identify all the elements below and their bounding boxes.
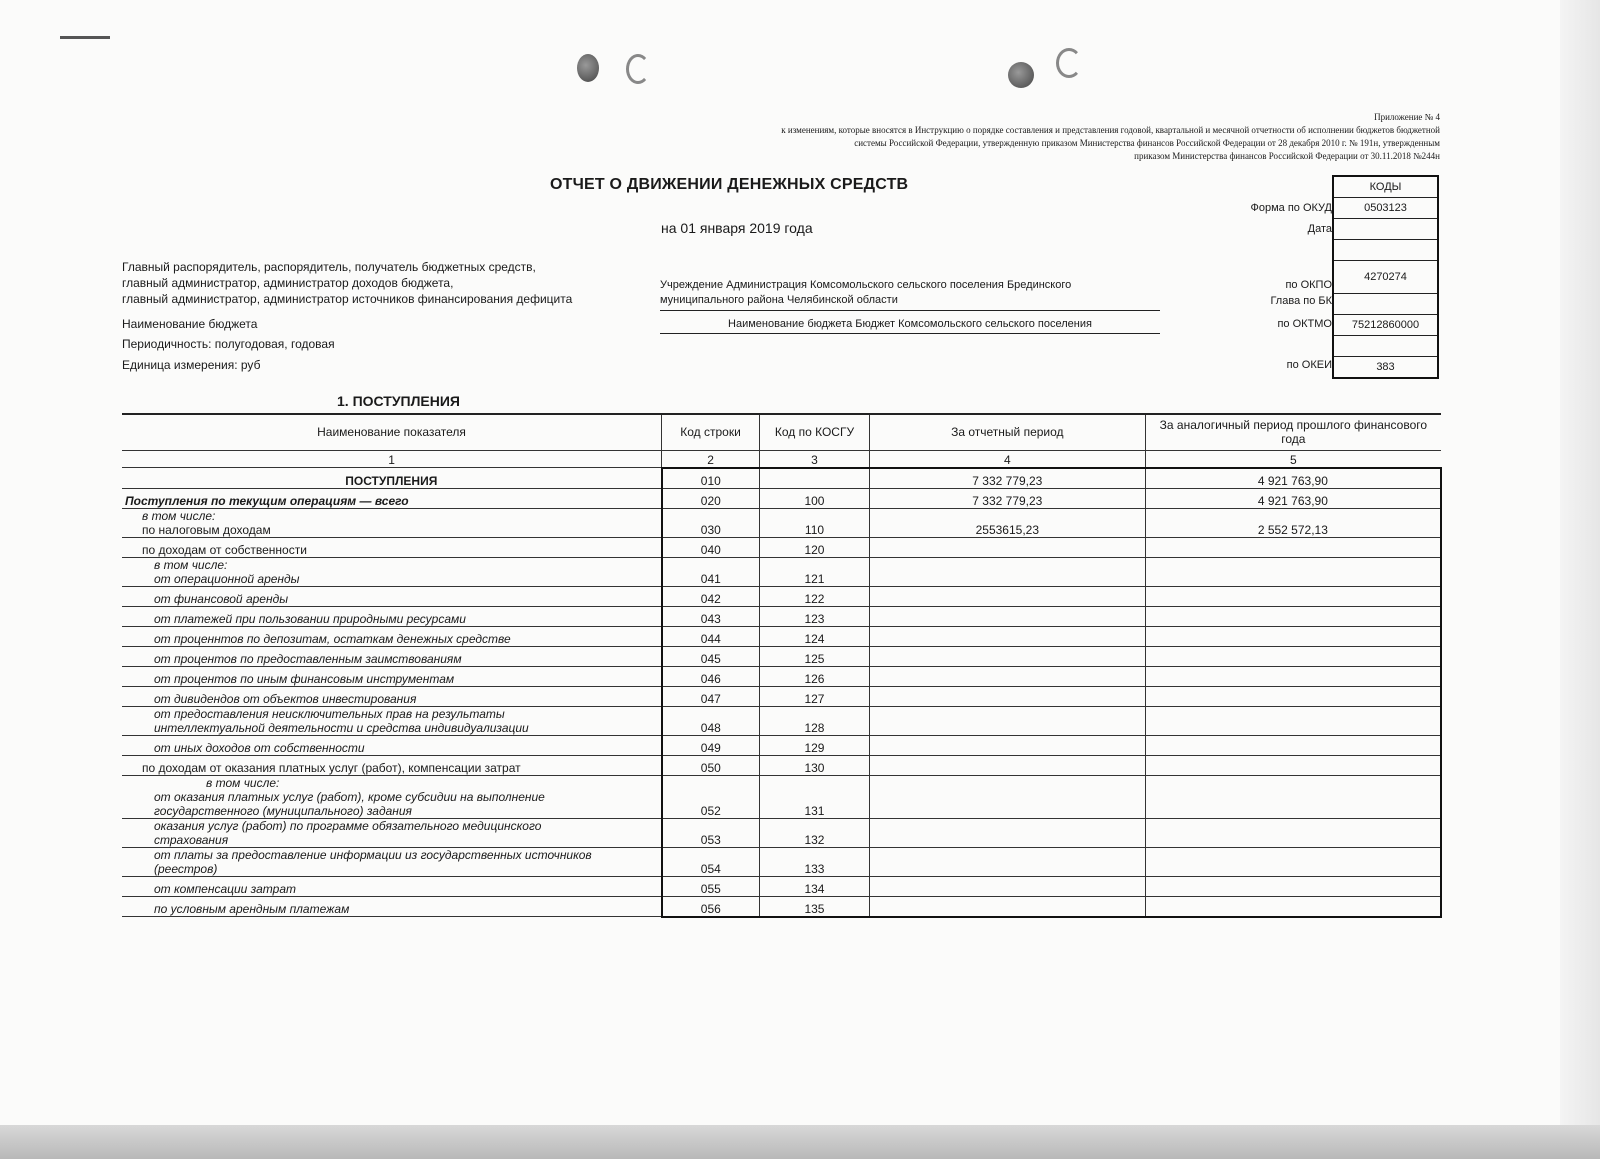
row-current bbox=[869, 735, 1145, 755]
oktmo-label: по ОКТМО bbox=[1277, 318, 1332, 330]
row-code: 055 bbox=[662, 876, 760, 896]
row-previous bbox=[1145, 606, 1441, 626]
row-current: 2553615,23 bbox=[869, 508, 1145, 537]
row-kosgu: 122 bbox=[760, 586, 870, 606]
column-header: Код по КОСГУ bbox=[760, 414, 870, 450]
row-code: 044 bbox=[662, 626, 760, 646]
table-row bbox=[122, 666, 1441, 686]
oktmo-value: 75212860000 bbox=[1333, 315, 1438, 336]
table-row bbox=[122, 557, 1441, 586]
row-previous: 2 552 572,13 bbox=[1145, 508, 1441, 537]
row-subtitle: в том числе: bbox=[154, 557, 228, 572]
institution-line: Учреждение Администрация Комсомольского сельского поселения Брединского bbox=[660, 279, 1072, 291]
okud-label: Форма по ОКУД bbox=[1250, 202, 1332, 214]
row-code: 045 bbox=[662, 646, 760, 666]
table-row bbox=[122, 586, 1441, 606]
row-name: от процентов по предоставленным заимствованиям bbox=[122, 646, 662, 666]
row-previous: 4 921 763,90 bbox=[1145, 488, 1441, 508]
corner-mark bbox=[60, 36, 110, 39]
row-name: по доходам от оказания платных услуг (работ), компенсации затрат bbox=[122, 755, 662, 775]
empty-cell bbox=[1333, 240, 1438, 261]
row-name bbox=[122, 557, 662, 586]
glava-label: Глава по БК bbox=[1270, 295, 1332, 307]
manager-label bbox=[122, 259, 572, 307]
codes-header: КОДЫ bbox=[1333, 176, 1438, 198]
date-label: Дата bbox=[1307, 223, 1332, 235]
row-previous bbox=[1145, 666, 1441, 686]
row-code: 030 bbox=[662, 508, 760, 537]
manager-line: Главный распорядитель, распорядитель, получатель бюджетных средств, bbox=[122, 260, 536, 274]
okud-value: 0503123 bbox=[1333, 198, 1438, 219]
periodicity: Периодичность: полугодовая, годовая bbox=[122, 337, 335, 351]
appendix-line: приказом Министерства финансов Российской Федерации от 30.11.2018 №244н bbox=[1134, 151, 1440, 161]
row-code: 010 bbox=[662, 468, 760, 489]
table-row bbox=[122, 537, 1441, 557]
row-previous: 4 921 763,90 bbox=[1145, 468, 1441, 489]
row-code: 047 bbox=[662, 686, 760, 706]
okpo-value: 4270274 bbox=[1333, 261, 1438, 294]
row-subtitle: в том числе: bbox=[142, 508, 216, 523]
appendix-note bbox=[781, 111, 1440, 163]
table-row bbox=[122, 775, 1441, 818]
row-current: 7 332 779,23 bbox=[869, 468, 1145, 489]
row-current: 7 332 779,23 bbox=[869, 488, 1145, 508]
row-name bbox=[122, 706, 662, 735]
glava-value bbox=[1333, 294, 1438, 315]
row-kosgu: 129 bbox=[760, 735, 870, 755]
row-name: от платежей при пользовании природными ресурсами bbox=[122, 606, 662, 626]
row-kosgu: 126 bbox=[760, 666, 870, 686]
row-code: 052 bbox=[662, 775, 760, 818]
table-row bbox=[122, 876, 1441, 896]
row-subtitle: в том числе: bbox=[206, 775, 280, 790]
column-numbers-row bbox=[122, 450, 1441, 468]
column-number: 3 bbox=[760, 450, 870, 468]
row-previous bbox=[1145, 818, 1441, 847]
row-previous bbox=[1145, 706, 1441, 735]
scan-edge-bottom bbox=[0, 1125, 1600, 1159]
appendix-line: к изменениям, которые вносятся в Инструкцию о порядке составления и представления годовой, квартальной и месячной отчетности об исполнении бюджетов бюджетной bbox=[781, 125, 1440, 135]
row-name: от проценнтов по депозитам, остаткам денежных средстве bbox=[122, 626, 662, 646]
row-name-line: оказания услуг (работ) по программе обязательного медицинского bbox=[154, 818, 542, 833]
column-header: Код строки bbox=[662, 414, 760, 450]
appendix-line: системы Российской Федерации, утвержденную приказом Министерства финансов Российской Федерации от 28 декабря 2010 г. № 191н, утвержденным bbox=[854, 138, 1440, 148]
okei-value: 383 bbox=[1333, 357, 1438, 379]
row-kosgu bbox=[760, 468, 870, 489]
row-kosgu: 135 bbox=[760, 896, 870, 917]
row-name: от иных доходов от собственности bbox=[122, 735, 662, 755]
report-date: на 01 января 2019 года bbox=[661, 220, 813, 236]
table-row bbox=[122, 735, 1441, 755]
institution-name bbox=[660, 278, 1160, 311]
row-current bbox=[869, 818, 1145, 847]
row-current bbox=[869, 537, 1145, 557]
row-kosgu: 100 bbox=[760, 488, 870, 508]
row-previous bbox=[1145, 896, 1441, 917]
manager-line: главный администратор, администратор доходов бюджета, bbox=[122, 276, 454, 290]
row-name-line: страхования bbox=[154, 832, 229, 847]
section-title: 1. ПОСТУПЛЕНИЯ bbox=[337, 393, 460, 409]
row-current bbox=[869, 876, 1145, 896]
row-kosgu: 110 bbox=[760, 508, 870, 537]
column-header: За отчетный период bbox=[869, 414, 1145, 450]
row-name-line: от платы за предоставление информации из государственных источников bbox=[154, 847, 592, 862]
receipts-table bbox=[122, 413, 1442, 918]
row-code: 040 bbox=[662, 537, 760, 557]
manager-line: главный администратор, администратор источников финансирования дефицита bbox=[122, 292, 573, 306]
row-kosgu: 125 bbox=[760, 646, 870, 666]
row-previous bbox=[1145, 557, 1441, 586]
row-current bbox=[869, 755, 1145, 775]
row-name: по доходам от собственности bbox=[122, 537, 662, 557]
report-title: ОТЧЕТ О ДВИЖЕНИИ ДЕНЕЖНЫХ СРЕДСТВ bbox=[550, 176, 909, 193]
okei-label: по ОКЕИ bbox=[1286, 359, 1332, 371]
row-name: ПОСТУПЛЕНИЯ bbox=[122, 468, 662, 489]
table-row bbox=[122, 755, 1441, 775]
column-number: 1 bbox=[122, 450, 662, 468]
row-code: 020 bbox=[662, 488, 760, 508]
row-previous bbox=[1145, 775, 1441, 818]
row-current bbox=[869, 847, 1145, 876]
row-kosgu: 132 bbox=[760, 818, 870, 847]
row-current bbox=[869, 606, 1145, 626]
table-row bbox=[122, 847, 1441, 876]
row-name-line: от операционной аренды bbox=[154, 571, 300, 586]
row-current bbox=[869, 626, 1145, 646]
table-row bbox=[122, 818, 1441, 847]
row-kosgu: 124 bbox=[760, 626, 870, 646]
codes-table bbox=[1332, 175, 1439, 379]
row-previous bbox=[1145, 686, 1441, 706]
row-name bbox=[122, 775, 662, 818]
table-row bbox=[122, 606, 1441, 626]
punch-hole-icon bbox=[1056, 48, 1082, 78]
row-name-line: государственного (муниципального) задания bbox=[154, 803, 412, 818]
table-row bbox=[122, 706, 1441, 735]
row-kosgu: 127 bbox=[760, 686, 870, 706]
row-name: по условным арендным платежам bbox=[122, 896, 662, 917]
row-code: 050 bbox=[662, 755, 760, 775]
row-current bbox=[869, 666, 1145, 686]
row-code: 054 bbox=[662, 847, 760, 876]
row-previous bbox=[1145, 755, 1441, 775]
budget-label: Наименование бюджета bbox=[122, 317, 258, 331]
row-name: Поступления по текущим операциям — всего bbox=[122, 488, 662, 508]
punch-hole-icon bbox=[577, 54, 599, 82]
column-number: 5 bbox=[1145, 450, 1441, 468]
row-kosgu: 123 bbox=[760, 606, 870, 626]
row-previous bbox=[1145, 847, 1441, 876]
row-name: от дивидендов от объектов инвестирования bbox=[122, 686, 662, 706]
table-row bbox=[122, 468, 1441, 489]
row-previous bbox=[1145, 586, 1441, 606]
column-number: 4 bbox=[869, 450, 1145, 468]
institution-line: муниципального района Челябинской области bbox=[660, 294, 898, 306]
row-code: 049 bbox=[662, 735, 760, 755]
table-row bbox=[122, 508, 1441, 537]
row-name-line: интеллектуальной деятельности и средства индивидуализации bbox=[154, 720, 529, 735]
column-header: За аналогичный период прошлого финансового года bbox=[1145, 414, 1441, 450]
row-current bbox=[869, 706, 1145, 735]
row-name-line: от предоставления неисключительных прав на результаты bbox=[154, 706, 505, 721]
row-name: от компенсации затрат bbox=[122, 876, 662, 896]
row-current bbox=[869, 686, 1145, 706]
scan-edge-right bbox=[1560, 0, 1600, 1159]
row-kosgu: 131 bbox=[760, 775, 870, 818]
row-kosgu: 120 bbox=[760, 537, 870, 557]
unit-of-measure: Единица измерения: руб bbox=[122, 358, 261, 372]
budget-value: Наименование бюджета Бюджет Комсомольского сельского поселения bbox=[660, 318, 1160, 334]
row-code: 041 bbox=[662, 557, 760, 586]
row-current bbox=[869, 646, 1145, 666]
row-code: 048 bbox=[662, 706, 760, 735]
row-name-line: от оказания платных услуг (работ), кроме субсидии на выполнение bbox=[154, 789, 545, 804]
row-previous bbox=[1145, 537, 1441, 557]
row-name: от финансовой аренды bbox=[122, 586, 662, 606]
row-previous bbox=[1145, 626, 1441, 646]
row-kosgu: 134 bbox=[760, 876, 870, 896]
table-header-row bbox=[122, 414, 1441, 450]
row-previous bbox=[1145, 735, 1441, 755]
table-row bbox=[122, 626, 1441, 646]
row-current bbox=[869, 775, 1145, 818]
row-name bbox=[122, 508, 662, 537]
punch-hole-icon bbox=[626, 54, 650, 84]
row-name-line: по налоговым доходам bbox=[142, 522, 271, 537]
row-code: 053 bbox=[662, 818, 760, 847]
okpo-label: по ОКПО bbox=[1285, 279, 1332, 291]
row-name bbox=[122, 818, 662, 847]
row-previous bbox=[1145, 876, 1441, 896]
column-header: Наименование показателя bbox=[122, 414, 662, 450]
row-kosgu: 130 bbox=[760, 755, 870, 775]
row-kosgu: 121 bbox=[760, 557, 870, 586]
row-name: от процентов по иным финансовым инструментам bbox=[122, 666, 662, 686]
row-code: 046 bbox=[662, 666, 760, 686]
row-previous bbox=[1145, 646, 1441, 666]
punch-hole-icon bbox=[1008, 62, 1034, 88]
empty-cell bbox=[1333, 336, 1438, 357]
row-current bbox=[869, 586, 1145, 606]
date-value bbox=[1333, 219, 1438, 240]
row-kosgu: 128 bbox=[760, 706, 870, 735]
column-number: 2 bbox=[662, 450, 760, 468]
row-name bbox=[122, 847, 662, 876]
table-row bbox=[122, 488, 1441, 508]
row-code: 042 bbox=[662, 586, 760, 606]
row-current bbox=[869, 557, 1145, 586]
row-code: 056 bbox=[662, 896, 760, 917]
table-row bbox=[122, 686, 1441, 706]
row-current bbox=[869, 896, 1145, 917]
appendix-line: Приложение № 4 bbox=[1374, 112, 1440, 122]
row-kosgu: 133 bbox=[760, 847, 870, 876]
row-name-line: (реестров) bbox=[154, 861, 218, 876]
table-row bbox=[122, 646, 1441, 666]
table-row bbox=[122, 896, 1441, 917]
row-code: 043 bbox=[662, 606, 760, 626]
